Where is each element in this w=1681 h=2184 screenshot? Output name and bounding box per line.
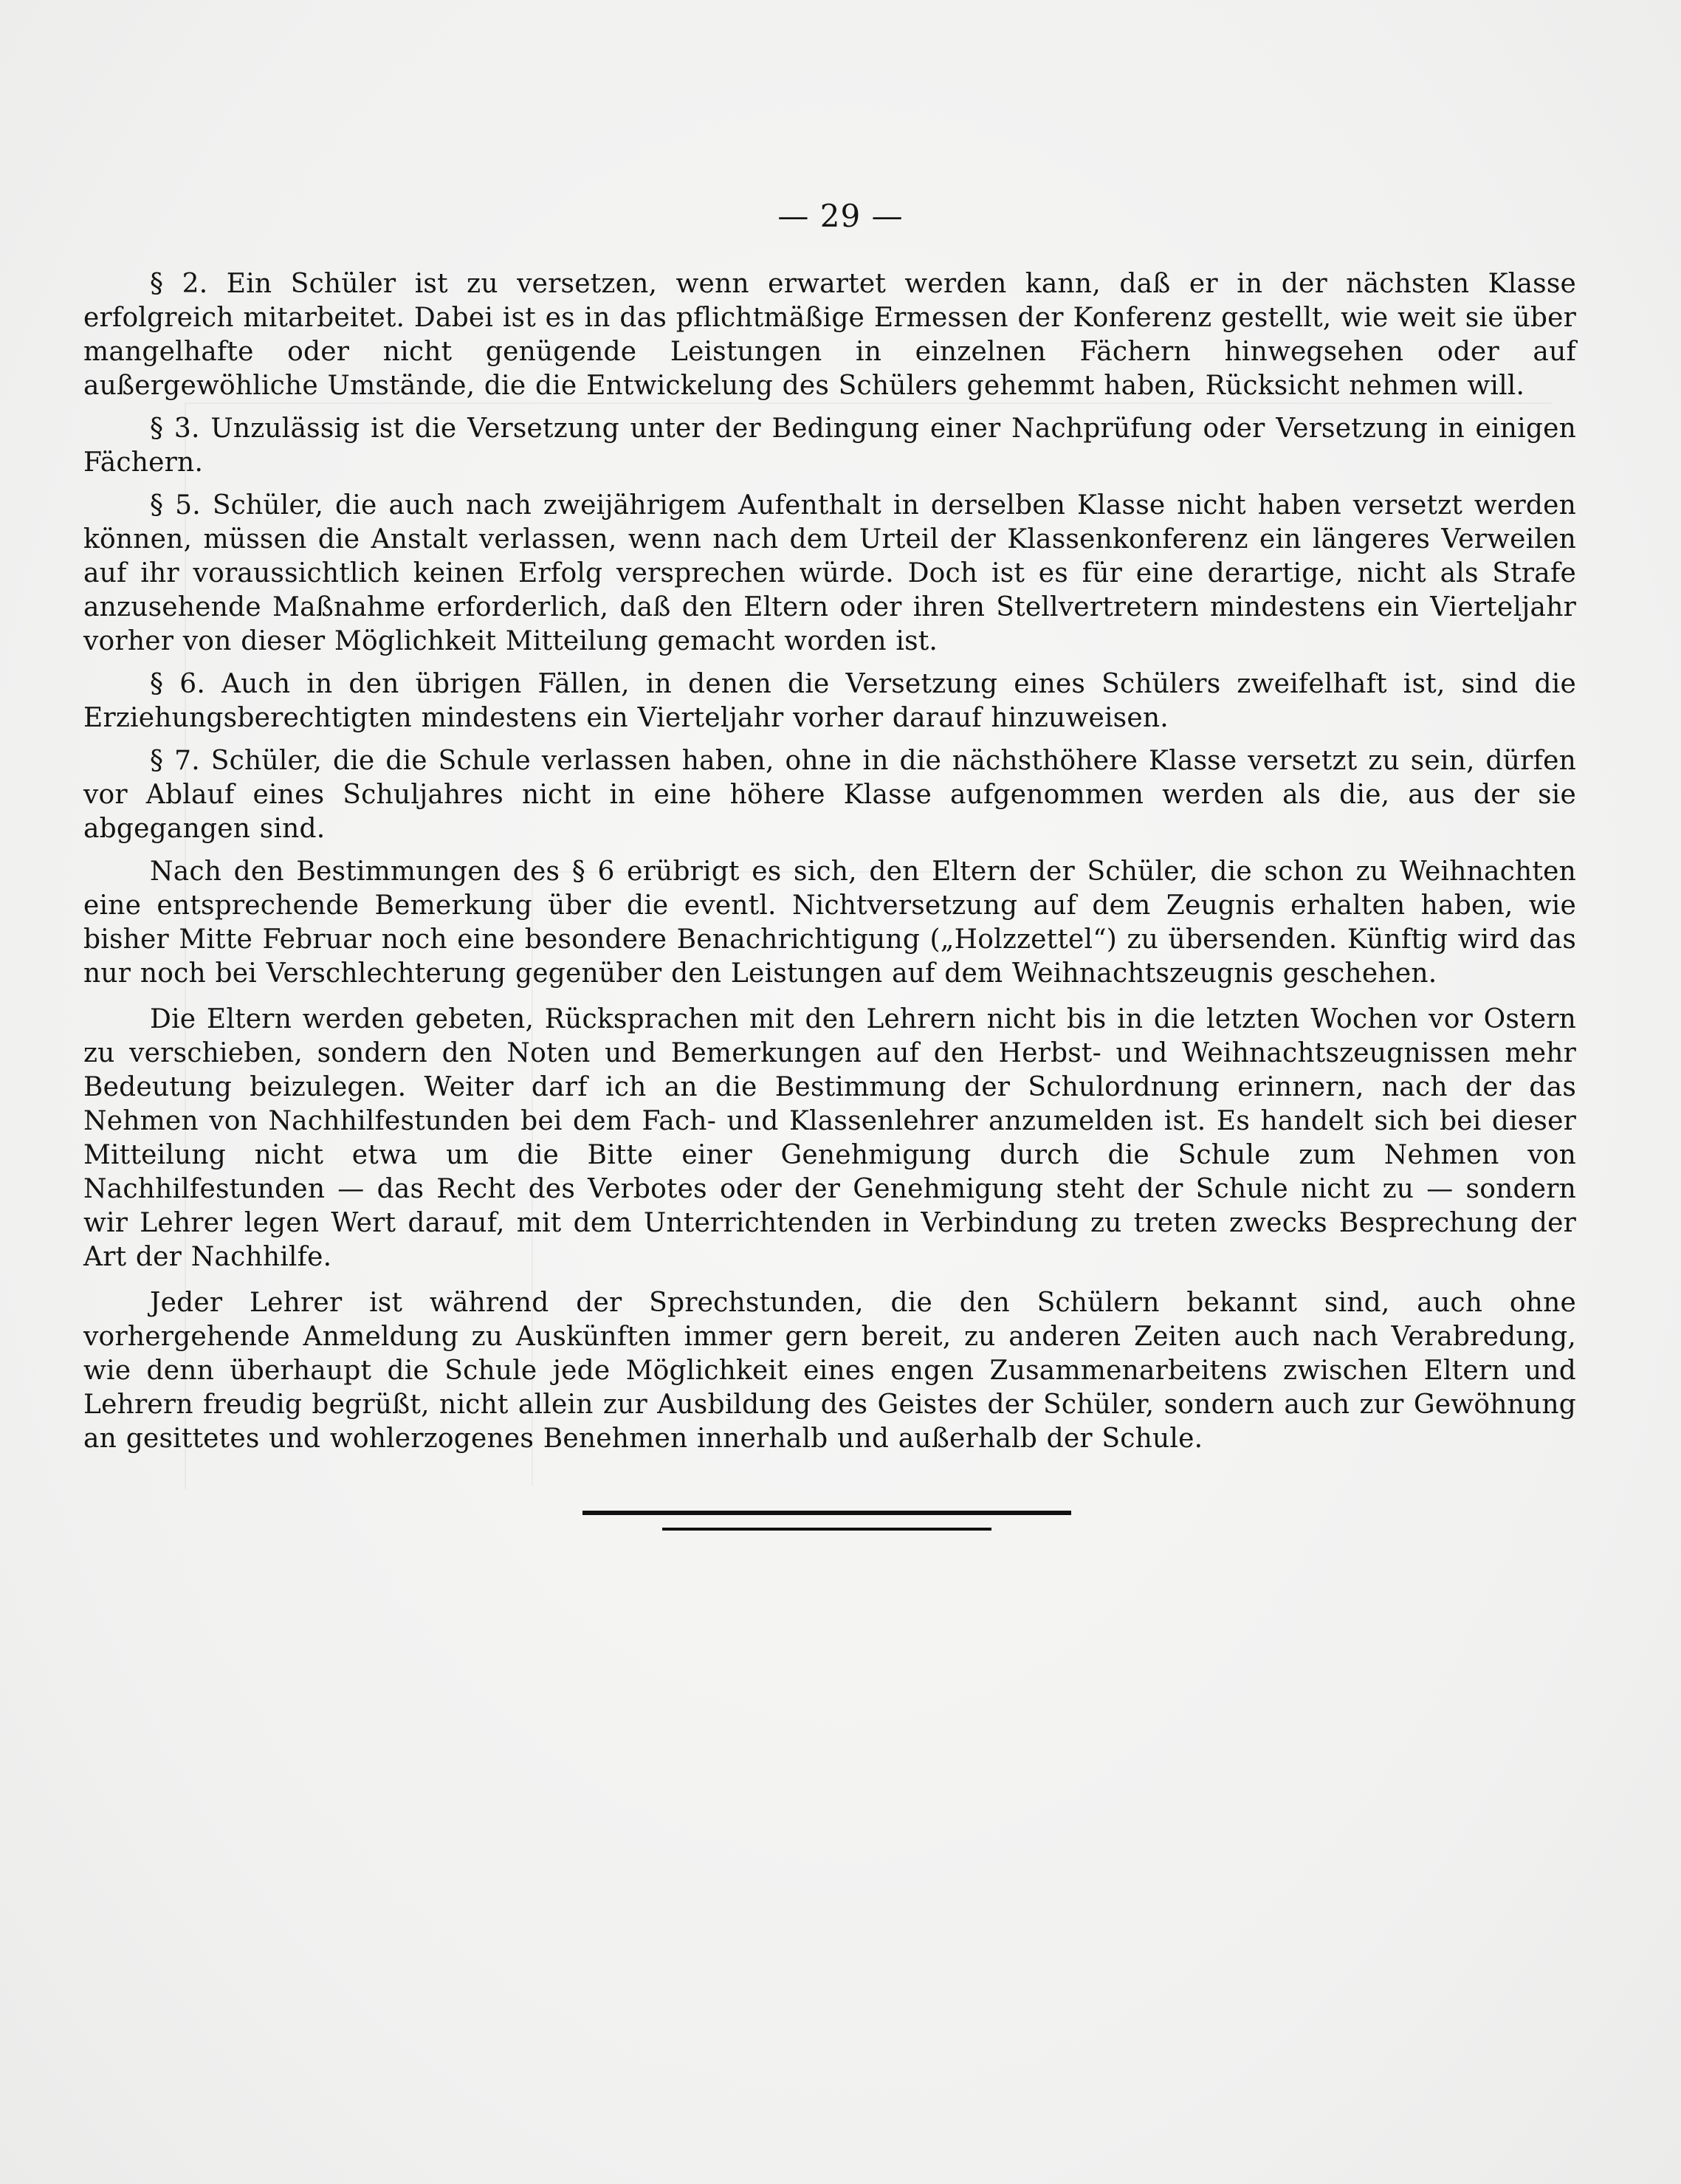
page-number: — 29 — — [777, 198, 904, 234]
paragraph-section-7: § 7. Schüler, die die Schule verlassen haben, ohne in die nächsthöhere Klasse versetzt zu sein, dürfen vor Ablauf eines Schuljahres nicht in eine höhere Klasse aufgenommen werden als die, aus der sie abgegangen sind. — [83, 746, 1576, 844]
paragraph-sprechstunden: Jeder Lehrer ist während der Sprechstunden, die den Schülern bekannt sind, auch ohne vorhergehende Anmeldung zu Auskünften immer gern bereit, zu anderen Zeiten auch nach Verabredung, wie denn überhaupt die Schule jede Möglichkeit eines engen Zusammenarbeitens zwischen Eltern und Lehrern freudig begrüßt, nicht allein zur Ausbildung des Geistes der Schüler, sondern auch zur Gewöhnung an gesittetes und wohlerzogenes Benehmen innerhalb und außerhalb der Schule. — [83, 1288, 1576, 1454]
body-text — [83, 267, 1576, 1468]
closing-rule-short — [662, 1528, 991, 1531]
paragraph-section-3: § 3. Unzulässig ist die Versetzung unter der Bedingung einer Nachprüfung oder Versetzung in einigen Fächern. — [83, 413, 1576, 478]
paragraph-section-6: § 6. Auch in den übrigen Fällen, in denen die Versetzung eines Schülers zweifelhaft ist, sind die Erziehungsberechtigten mindestens ein Vierteljahr vorher darauf hinzuweisen. — [83, 669, 1576, 733]
paragraph-section-5: § 5. Schüler, die auch nach zweijährigem Aufenthalt in derselben Klasse nicht haben versetzt werden können, müssen die Anstalt verlassen, wenn nach dem Urteil der Klassenkonferenz ein längeres Verweilen auf ihr voraussichtlich keinen Erfolg versprechen würde. Doch ist es für eine derartige, nicht als Strafe anzusehende Maßnahme erforderlich, daß den Eltern oder ihren Stellvertretern mindestens ein Vierteljahr vorher von dieser Möglichkeit Mitteilung gemacht worden ist. — [83, 490, 1576, 656]
paragraph-holzzettel: Nach den Bestimmungen des § 6 erübrigt es sich, den Eltern der Schüler, die schon zu Weihnachten eine entsprechende Bemerkung über die eventl. Nichtversetzung auf dem Zeugnis erhalten haben, wie bisher Mitte Februar noch eine besondere Benachrichtigung („Holzzettel“) zu übersenden. Künftig wird das nur noch bei Verschlechterung gegenüber den Leistungen auf dem Weihnachtszeugnis geschehen. — [83, 856, 1576, 989]
closing-rule-long — [582, 1511, 1071, 1515]
paragraph-ruecksprachen: Die Eltern werden gebeten, Rücksprachen mit den Lehrern nicht bis in die letzten Wochen vor Ostern zu verschieben, sondern den Noten und Bemerkungen auf den Herbst- und Weihnachtszeugnissen mehr Bedeutung beizulegen. Weiter darf ich an die Bestimmung der Schulordnung erinnern, nach der das Nehmen von Nachhilfestunden bei dem Fach- und Klassenlehrer anzumelden ist. Es handelt sich bei dieser Mitteilung nicht etwa um die Bitte einer Genehmigung durch die Schule zum Nehmen von Nachhilfestunden — das Recht des Verbotes oder der Genehmigung steht der Schule nicht zu — sondern wir Lehrer legen Wert darauf, mit dem Unterrichtenden in Verbindung zu treten zwecks Besprechung der Art der Nachhilfe. — [83, 1004, 1576, 1272]
paragraph-section-2: § 2. Ein Schüler ist zu versetzen, wenn erwartet werden kann, daß er in der nächsten Klasse erfolgreich mitarbeitet. Dabei ist es in das pflichtmäßige Ermessen der Konferenz gestellt, wie weit sie über mangelhafte oder nicht genügende Leistungen in einzelnen Fächern hinwegsehen oder auf außergewöhliche Umstände, die die Entwickelung des Schülers gehemmt haben, Rücksicht nehmen will. — [83, 269, 1576, 401]
